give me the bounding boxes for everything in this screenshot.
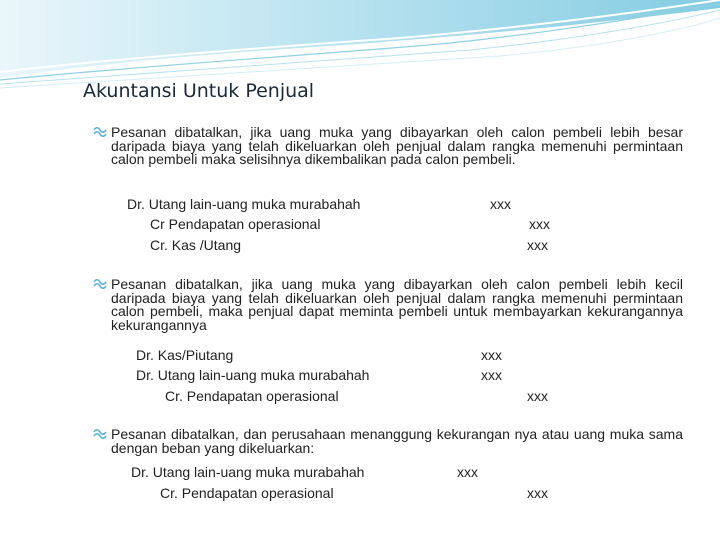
wave-bullet-icon xyxy=(93,428,107,440)
journal-amount: xxx xyxy=(457,464,478,480)
journal-amount: xxx xyxy=(490,196,511,212)
bullet-text: Pesanan dibatalkan, dan perusahaan menanggung kekurangan nya atau uang muka sama dengan beban yang dikeluarkan: xyxy=(111,426,683,456)
journal-amount: xxx xyxy=(527,388,548,404)
bullet-item xyxy=(93,278,683,332)
bullet-text: Pesanan dibatalkan, jika uang muka yang dibayarkan oleh calon pembeli lebih kecil daripada biaya yang telah dikeluarkan oleh penjual dalam rangka memenuhi permintaan calon pembeli, maka penjual dapat meminta pembeli untuk membayarkan kekurangannya kekurangannya xyxy=(111,276,683,333)
journal-account: Cr Pendapatan operasional xyxy=(150,216,321,232)
journal-account: Dr. Kas/Piutang xyxy=(136,347,234,363)
journal-account: Dr. Utang lain-uang muka murabahah xyxy=(136,367,370,383)
journal-amount: xxx xyxy=(527,237,548,253)
journal-amount: xxx xyxy=(529,216,550,232)
journal-account: Dr. Utang lain-uang muka murabahah xyxy=(131,464,365,480)
journal-amount: xxx xyxy=(481,347,502,363)
header-wave-decoration xyxy=(0,0,720,90)
journal-account: Cr. Pendapatan operasional xyxy=(160,485,334,501)
bullet-text: Pesanan dibatalkan, jika uang muka yang dibayarkan oleh calon pembeli lebih besar daripada biaya yang telah dikeluarkan oleh penjual dalam rangka memenuhi permintaan calon pembeli maka selisihnya dikembalikan pada calon pembeli. xyxy=(111,124,683,168)
journal-amount: xxx xyxy=(481,367,502,383)
wave-bullet-icon xyxy=(93,278,107,290)
slide-title: Akuntansi Untuk Penjual xyxy=(83,80,315,102)
bullet-item xyxy=(93,126,683,167)
journal-account: Dr. Utang lain-uang muka murabahah xyxy=(127,196,361,212)
journal-amount: xxx xyxy=(527,485,548,501)
bullet-item xyxy=(93,428,683,455)
journal-account: Cr. Kas /Utang xyxy=(150,237,242,253)
wave-bullet-icon xyxy=(93,126,107,138)
journal-account: Cr. Pendapatan operasional xyxy=(165,388,339,404)
